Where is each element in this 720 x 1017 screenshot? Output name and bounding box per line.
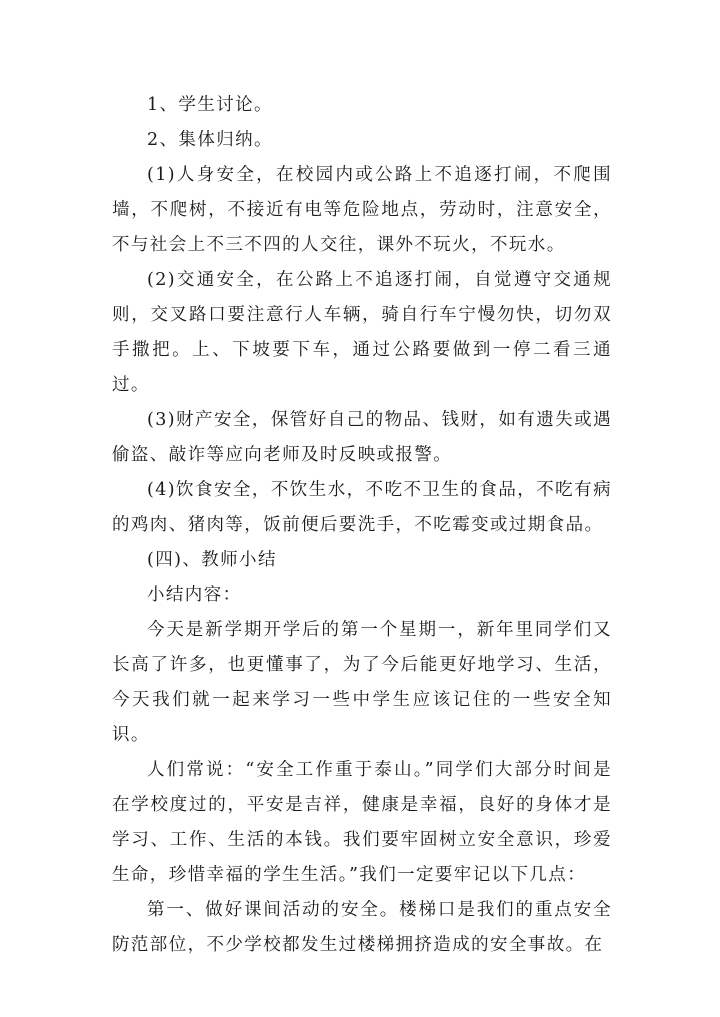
document-body [112, 88, 612, 963]
paragraph-teacher-summary-heading: (四)、教师小结 [147, 550, 277, 570]
paragraph-summary-heading: 2、集体归纳。 [147, 130, 273, 150]
paragraph-safety-importance: 人们常说：“安全工作重于泰山。”同学们大部分时间是在学校度过的，平安是吉祥，健康是幸福，良好的身体才是学习、工作、生活的本钱。我们要牢固树立安全意识，珍爱生命，珍惜幸福的学生生活。”我们一定要牢记以下几点： [112, 760, 612, 885]
paragraph-break-activity: 第一、做好课间活动的安全。楼梯口是我们的重点安全防范部位，不少学校都发生过楼梯拥挤造成的安全事故。在 [112, 900, 612, 955]
paragraph-intro: 今天是新学期开学后的第一个星期一，新年里同学们又长高了许多，也更懂事了，为了今后能更好地学习、生活，今天我们就一起来学习一些中学生应该记住的一些安全知识。 [112, 620, 612, 745]
paragraph-food-safety: (4)饮食安全，不饮生水，不吃不卫生的食品，不吃有病的鸡肉、猪肉等，饭前便后要洗手，不吃霉变或过期食品。 [112, 480, 612, 535]
paragraph-summary-content-label: 小结内容： [147, 585, 242, 605]
paragraph-personal-safety: (1)人身安全，在校园内或公路上不追逐打闹，不爬围墙，不爬树，不接近有电等危险地点，劳动时，注意安全，不与社会上不三不四的人交往，课外不玩火，不玩水。 [112, 165, 612, 255]
paragraph-discussion: 1、学生讨论。 [147, 95, 273, 115]
paragraph-property-safety: (3)财产安全，保管好自己的物品、钱财，如有遗失或遇偷盗、敲诈等应向老师及时反映或报警。 [112, 410, 612, 465]
paragraph-traffic-safety: (2)交通安全，在公路上不追逐打闹，自觉遵守交通规则，交叉路口要注意行人车辆，骑自行车宁慢勿快，切勿双手撒把。上、下坡要下车，通过公路要做到一停二看三通过。 [112, 270, 612, 395]
